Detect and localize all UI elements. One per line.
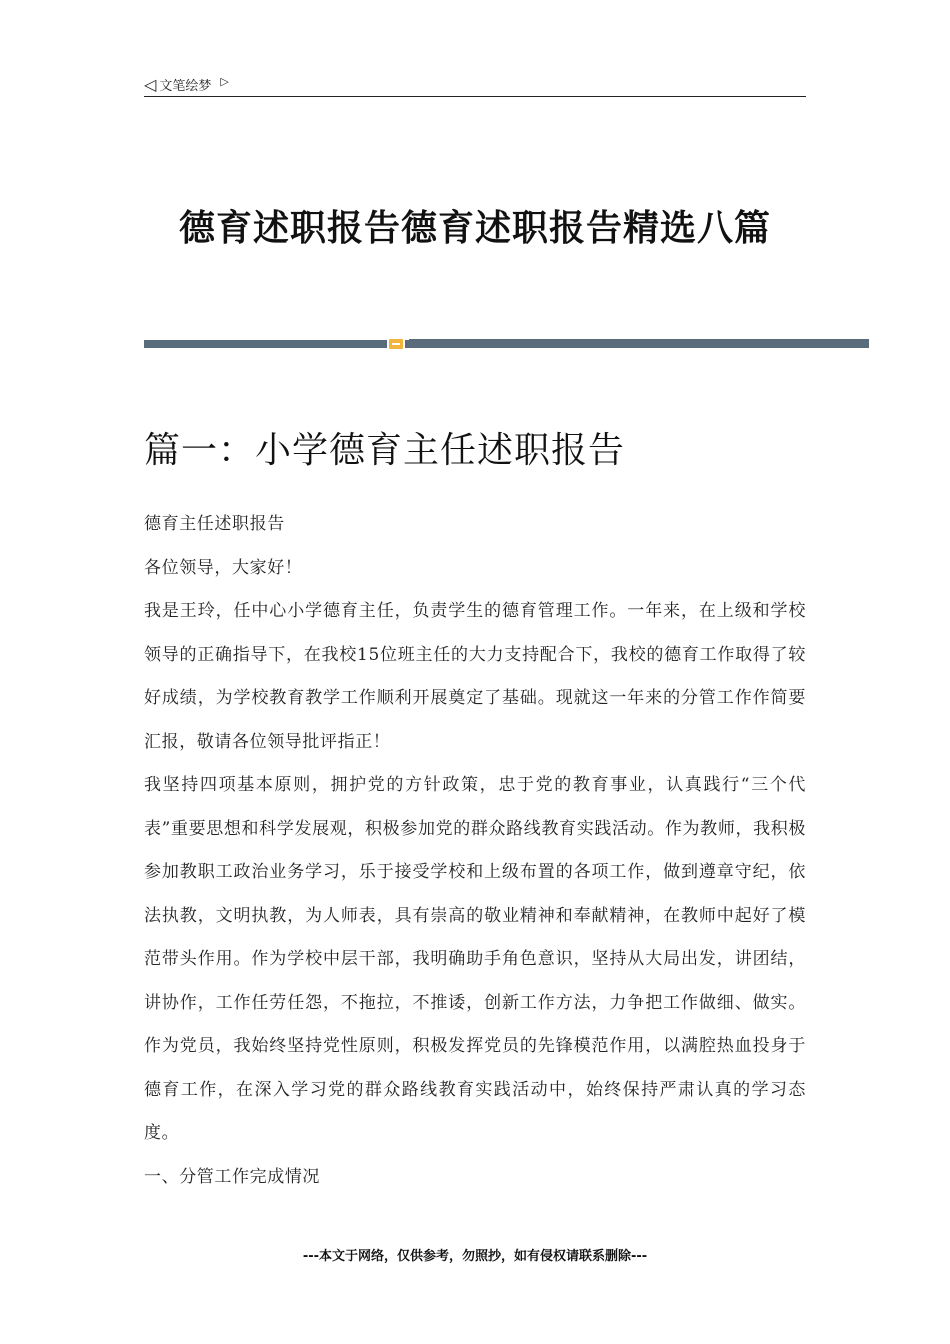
document-icon xyxy=(389,339,403,349)
paragraph-subheading: 一、分管工作完成情况 xyxy=(144,1166,320,1187)
body-text xyxy=(144,503,806,1199)
title-divider xyxy=(144,339,869,349)
divider-badge xyxy=(387,338,405,350)
paragraph-principles: 我坚持四项基本原则，拥护党的方针政策，忠于党的教育事业，认真践行“三个代表”重要思想和科学发展观，积极参加党的群众路线教育实践活动。作为教师，我积极参加教职工政治业务学习，乐于接受学校和上级布置的各项工作，做到遵章守纪，依法执教，文明执教，为人师表，具有崇高的敬业精神和奉献精神，在教师中起好了模范带头作用。作为学校中层干部，我明确助手角色意识，坚持从大局出发，讲团结，讲协作，工作任劳任怨，不拖拉，不推诿，创新工作方法，力争把工作做细、做实。作为党员，我始终坚持党性原则，积极发挥党员的先锋模范作用，以满腔热血投身于德育工作，在深入学习党的群众路线教育实践活动中，始终保持严肃认真的学习态度。 xyxy=(144,775,806,1143)
page-footer: ---本文于网络，仅供参考，勿照抄，如有侵权请联系删除--- xyxy=(302,1249,648,1264)
left-triangle-icon: ◁ xyxy=(144,74,157,94)
page-header xyxy=(144,72,806,97)
divider-bar-left xyxy=(144,340,240,348)
divider-bar-middle xyxy=(240,340,409,348)
paragraph-intro: 我是王玲，任中心小学德育主任，负责学生的德育管理工作。一年来，在上级和学校领导的正确指导下，在我校15位班主任的大力支持配合下，我校的德育工作取得了较好成绩，为学校教育教学工作顺利开展奠定了基础。现就这一年来的分管工作作简要汇报，敬请各位领导批评指正！ xyxy=(144,601,806,752)
brand xyxy=(144,75,229,94)
right-triangle-icon: ▷ xyxy=(220,75,229,88)
divider-bar-right xyxy=(409,339,869,348)
paragraph-greeting: 各位领导，大家好！ xyxy=(144,557,303,578)
section-title: 篇一：小学德育主任述职报告 xyxy=(144,430,626,471)
brand-name: 文笔绘梦 xyxy=(159,79,212,94)
document-title: 德育述职报告德育述职报告精选八篇 xyxy=(178,207,771,249)
paragraph-heading: 德育主任述职报告 xyxy=(144,514,285,534)
